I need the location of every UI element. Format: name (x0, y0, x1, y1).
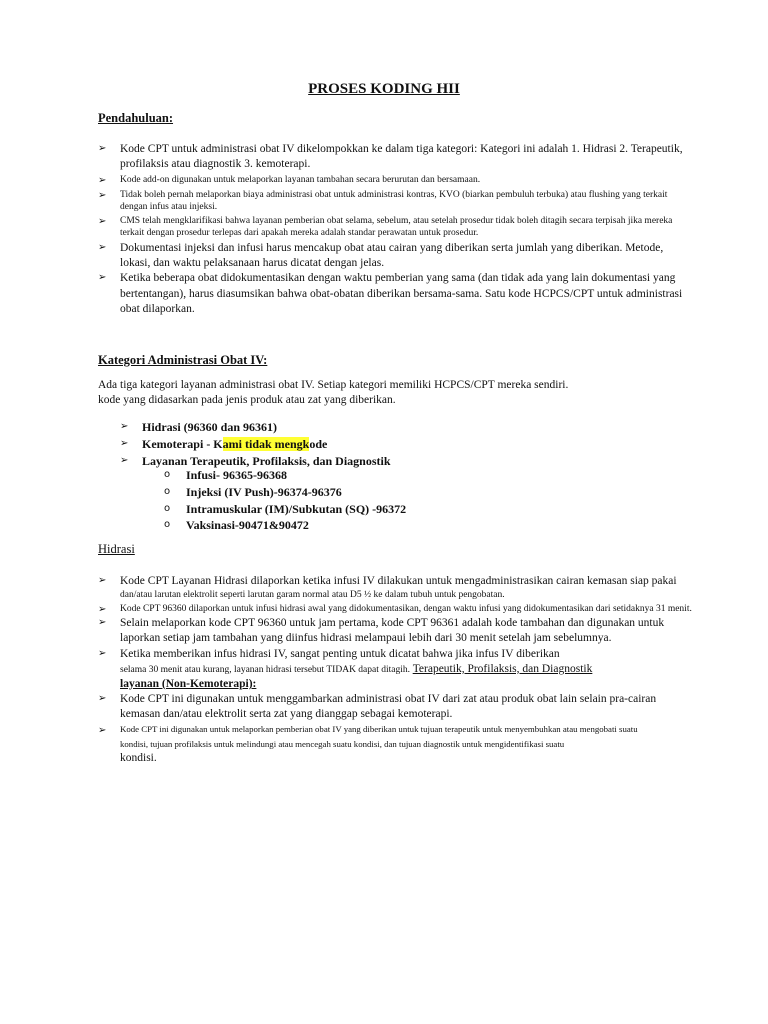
list-item (120, 437, 680, 453)
paragraph-line: Ada tiga kategori layanan administrasi obat IV. Setiap kategori memiliki HCPCS/CPT mereka sendiri. (98, 379, 569, 391)
list-item: o Vaksinasi-90471&90472 (164, 518, 406, 534)
item-text: Kemoterapi - K (142, 436, 223, 451)
list-item (98, 647, 698, 693)
list-item: o Injeksi (IV Push)-96374-96376 (164, 485, 406, 501)
list-item (98, 724, 698, 765)
item-text: ode (309, 436, 328, 451)
list-item: ➢ Selain melaporkan kode CPT 96360 untuk jam pertama, kode CPT 96361 adalah kode tambahan dan digunakan untuk laporkan setiap jam tambahan yang diinfus hidrasi melampaui lebih dari 30 menit setelah jam sebelumnya. (98, 616, 698, 646)
document-title: PROSES KODING HII (308, 81, 460, 97)
list-item: ➢ Dokumentasi injeksi dan infusi harus mencakup obat atau cairan yang diberikan serta jumlah yang diberikan. Metode, lokasi, dan waktu pelaksanaan harus dicatat dengan jelas. (98, 241, 688, 271)
list-item (98, 574, 698, 602)
list-item: ➢ Kode CPT untuk administrasi obat IV dikelompokkan ke dalam tiga kategori: Kategori ini adalah 1. Hidrasi 2. Terapeutik, profilaksis atau diagnostik 3. kemoterapi. (98, 142, 688, 172)
item-line: ➢ Kode CPT ini digunakan untuk melaporkan pemberian obat IV yang diberikan untuk tujuan terapeutik untuk menyembuhkan atau mengobati suatu (120, 724, 638, 735)
subsection-heading: Terapeutik, Profilaksis, dan Diagnostik (412, 662, 593, 675)
item-line: dan/atau larutan elektrolit seperti larutan garam normal atau D5 ½ ke dalam tubuh untuk pengobatan. (120, 590, 505, 601)
intro-list (98, 142, 688, 317)
list-item: o Infusi- 96365-96368 (164, 468, 406, 484)
list-item: ➢ Tidak boleh pernah melaporkan biaya administrasi obat untuk administrasi kontras, KVO (biarkan pembuluh terbuka) atau flushing yang terkait dengan infus atau injeksi. (98, 189, 688, 214)
categories-list (120, 420, 680, 470)
item-line: ➢ Ketika memberikan infus hidrasi IV, sangat penting untuk dicatat bahwa jika infus IV diberikan (120, 647, 560, 660)
subcategory-list (164, 468, 406, 535)
list-item: ➢ CMS telah mengklarifikasi bahwa layanan pemberian obat selama, sebelum, atau setelah prosedur tidak boleh ditagih secara terpisah jika mereka terkait dengan prosedur terlepas dari apakah mereka adalah standar perawatan untuk prosedur. (98, 215, 688, 240)
list-item: ➢ Hidrasi (96360 dan 96361) (120, 420, 680, 436)
intro-heading: Pendahuluan: (98, 111, 174, 125)
item-line: kondisi, tujuan profilaksis untuk melindungi atau mencegah suatu kondisi, dan tujuan diagnostik untuk mengidentifikasi suatu (120, 739, 565, 750)
list-item: ➢ Layanan Terapeutik, Profilaksis, dan Diagnostik (120, 454, 680, 470)
list-item: ➢ Ketika beberapa obat didokumentasikan dengan waktu pemberian yang sama (dan tidak ada yang lain dokumentasi yang bertentangan), harus diasumsikan bahwa obat-obatan diberikan bersama-sama. Satu kode HCPCS/CPT untuk administrasi obat dilaporkan. (98, 271, 688, 317)
item-text: selama 30 menit atau kurang, layanan hidrasi tersebut TIDAK dapat ditagih. (120, 664, 411, 675)
categories-paragraph (98, 378, 688, 408)
highlighted-text: ami tidak mengk (222, 436, 310, 451)
item-line (120, 662, 698, 677)
list-item: ➢ Kode CPT ini digunakan untuk menggambarkan administrasi obat IV dari zat atau produk obat lain selain pra-cairan kemasan dan/atau elektrolit serta zat yang dianggap sebagai kemoterapi. (98, 692, 698, 722)
item-line: kondisi. (120, 751, 157, 764)
item-line: ➢ Kode CPT Layanan Hidrasi dilaporkan ketika infusi IV dilakukan untuk mengadministrasikan cairan kemasan siap pakai (120, 575, 677, 587)
subsection-heading: layanan (Non-Kemoterapi): (120, 677, 257, 690)
paragraph-line: kode yang didasarkan pada jenis produk atau zat yang diberikan. (98, 394, 396, 407)
hidrasi-heading: Hidrasi (98, 542, 135, 556)
list-item: ➢ Kode add-on digunakan untuk melaporkan layanan tambahan secara berurutan dan bersamaan. (98, 174, 688, 187)
hidrasi-list (98, 574, 698, 766)
categories-heading: Kategori Administrasi Obat IV: (98, 353, 268, 367)
list-item: ➢ Kode CPT 96360 dilaporkan untuk infusi hidrasi awal yang didokumentasikan, dengan waktu infusi yang didokumentasikan dari setidaknya 31 menit. (98, 603, 698, 616)
list-item: o Intramuskular (IM)/Subkutan (SQ) -96372 (164, 502, 406, 518)
